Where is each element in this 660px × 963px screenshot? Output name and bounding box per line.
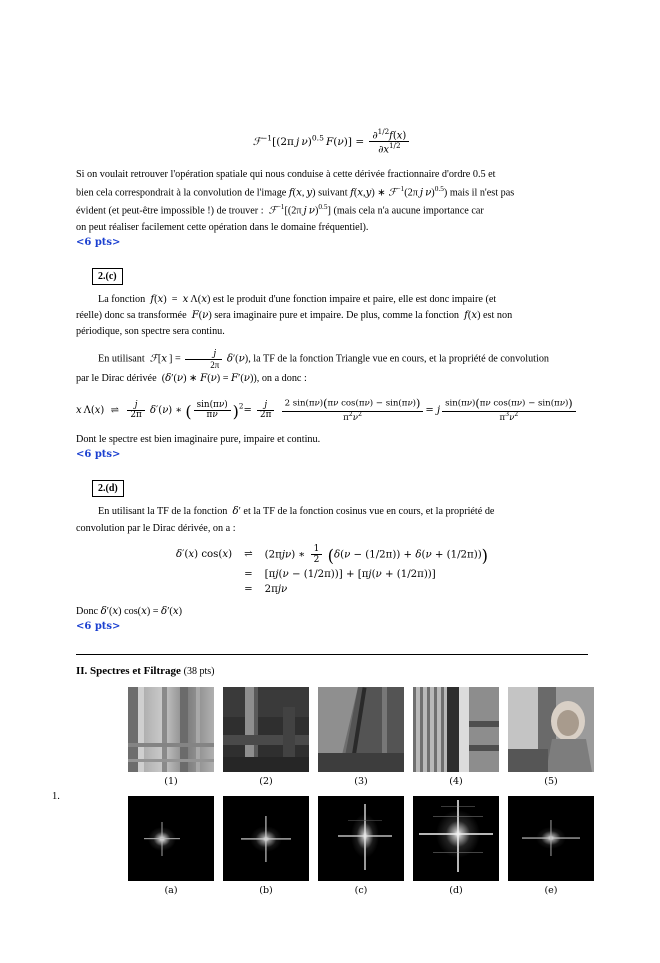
spectrum-c-graphic	[318, 796, 404, 881]
equation-2d-line1	[172, 542, 492, 567]
paragraph-2c-conclusion: Dont le spectre est bien imaginaire pure, impaire et continu.	[76, 434, 321, 446]
p2c-i: , on a donc :	[256, 373, 307, 385]
image-cell-4	[413, 687, 499, 787]
points-label-3: <6 pts>	[76, 621, 121, 633]
p1-l2-c: mais il n'est pas	[449, 187, 515, 199]
p1-l3-b: (mais cela n'a aucune importance car	[333, 205, 484, 217]
question-box-2d: 2.(d)	[92, 480, 124, 497]
image-thumb-4	[413, 687, 499, 772]
p2c-b: est le produit d'une fonction impaire et paire, elle est donc impaire (et	[212, 294, 497, 306]
paragraph-2c-1: La fonction f(x) = x Λ(x) est le produit d'une fonction impaire et paire, elle est donc impaire (et	[98, 294, 497, 306]
points-label-1: <6 pts>	[76, 237, 121, 249]
image-thumb-5	[508, 687, 594, 772]
p2c-h: par le Dirac dérivée	[76, 373, 157, 385]
p2c-a: La fonction	[98, 294, 146, 306]
spectrum-e-graphic	[508, 796, 594, 881]
spectrum-cell-e	[508, 796, 594, 896]
spectrum-caption-a: (a)	[164, 885, 178, 897]
photo-3-graphic	[318, 687, 404, 772]
photo-1-graphic	[128, 687, 214, 772]
p2c-f: En utilisant	[98, 353, 145, 365]
image-cell-1	[128, 687, 214, 787]
spectrum-thumb-b	[223, 796, 309, 881]
image-cell-5	[508, 687, 594, 787]
equation-2d-line3	[172, 582, 492, 597]
eq2d-rhs3: 2πjν	[264, 584, 288, 596]
image-caption-3: (3)	[354, 776, 368, 788]
document-content	[52, 127, 588, 897]
equation-2c: x Λ(x) ⇌ $\frac{j}{2\pi}$ δ′(ν) ∗ ( $\frac{\sin(\pi\nu)}{\pi\nu}$ )$^2$= $\frac{j}{2\pi}$ $\frac{\text{2 sin(πν)(πν cos(πν) − sin(πν))}}{\pi^2\nu^2}$ = j $\frac{\text{sin(πν)(πν cos(πν) − sin(πν))}}{\pi^3\nu^2}$	[76, 398, 588, 423]
section-title	[76, 665, 588, 677]
p2c-e: est non	[483, 310, 513, 322]
spectra-row	[128, 796, 588, 896]
paragraph-2d-1: En utilisant la TF de la fonction δ′ et la TF de la fonction cosinus vue en cours, et la propriété de	[98, 506, 495, 518]
spectrum-caption-b: (b)	[259, 885, 273, 897]
eq2d-rel3: =	[244, 584, 253, 596]
section-points: (38 pts)	[183, 666, 215, 678]
section-divider	[76, 654, 588, 655]
spectrum-caption-c: (c)	[354, 885, 368, 897]
image-thumb-3	[318, 687, 404, 772]
eq2d-rhs2: [πj(ν − (1/2π))] + [πj(ν + (1/2π))]	[264, 569, 436, 581]
spectrum-cell-b	[223, 796, 309, 896]
eq2d-rhs1: (2πjν) ∗ $\frac{1}{2}$ (δ(ν − (1/2π)) + δ(ν + (1/2π)))	[264, 543, 489, 566]
equation-2d	[172, 542, 492, 597]
paragraph-2c-2: réelle) donc sa transformée F(ν) sera imaginaire pure et impaire. De plus, comme la fonction f(x) est non	[76, 310, 513, 322]
paragraph-intro-line3: évident (et peut-être impossible !) de trouver : ℱ$^{-1}$[(2π j ν)$^{0.5}$] (mais cela n'a aucune importance car	[76, 202, 484, 217]
image-caption-5: (5)	[544, 776, 558, 788]
top-equation: ℱ$^{-1}$[(2π j ν)$^{0.5}$ F(ν)] = $\frac{\partial^{1/2}f(x)}{\partial x^{1/2}}$	[76, 128, 588, 156]
image-caption-1: (1)	[164, 776, 178, 788]
photo-4-graphic	[413, 687, 499, 772]
paragraph-intro-line2: bien cela correspondrait à la convolution de l'image f(x, y) suivant f(x,y) ∗ ℱ$^{-1}$(2π j ν)$^{0.5}$) mais il n'est pas	[76, 184, 515, 199]
p2c-c: réelle) donc sa transformée	[76, 310, 187, 322]
image-caption-4: (4)	[449, 776, 463, 788]
image-thumb-1	[128, 687, 214, 772]
spectrum-thumb-d	[413, 796, 499, 881]
p2d-a: En utilisant la TF de la fonction	[98, 506, 228, 518]
image-cell-2	[223, 687, 309, 787]
paragraph-2c-4: En utilisant ℱ[x ] = $\frac{j}{2\pi}$ δ′(ν), la TF de la fonction Triangle vue en cours, et la propriété de convolution	[98, 349, 550, 371]
image-caption-2: (2)	[259, 776, 273, 788]
paragraph-2d-2: convolution par le Dirac dérivée, on a :	[76, 522, 236, 534]
spectrum-thumb-c	[318, 796, 404, 881]
spectrum-a-graphic	[128, 796, 214, 881]
p2d-b: et la TF de la fonction cosinus vue en cours, et la propriété de	[243, 506, 495, 518]
spectrum-thumb-e	[508, 796, 594, 881]
p1-l3-a: évident (et peut-être impossible !) de trouver :	[76, 205, 264, 217]
spectrum-thumb-a	[128, 796, 214, 881]
photo-5-graphic	[508, 687, 594, 772]
spectrum-b-graphic	[223, 796, 309, 881]
p1-l2-b: suivant	[318, 187, 348, 199]
section-title-text: II. Spectres et Filtrage	[76, 665, 181, 678]
eq2d-lhs: δ′(x) cos(x)	[175, 548, 233, 560]
spectrum-cell-d	[413, 796, 499, 896]
image-cell-3	[318, 687, 404, 787]
points-label-2: <6 pts>	[76, 449, 121, 461]
paragraph-intro-line1: Si on voulait retrouver l'opération spatiale qui nous conduise à cette dérivée fractionnaire d'ordre 0.5 et	[76, 168, 496, 180]
item-number: 1.	[52, 791, 60, 803]
spectrum-caption-e: (e)	[544, 885, 558, 897]
question-box-2c: 2.(c)	[92, 268, 123, 285]
paragraph-intro-line4: on peut réaliser facilement cette opération dans le domaine fréquentiel).	[76, 221, 369, 233]
image-thumb-2	[223, 687, 309, 772]
spectrum-caption-d: (d)	[449, 885, 463, 897]
paragraph-2c-3: périodique, son spectre sera continu.	[76, 326, 225, 338]
spectrum-d-graphic	[413, 796, 499, 881]
spectrum-cell-a	[128, 796, 214, 896]
p1-l2-a: bien cela correspondrait à la convolution de l'image	[76, 187, 287, 199]
equation-2d-line2	[172, 567, 492, 582]
p2c-g: , la TF de la fonction Triangle vue en cours, et la propriété de convolution	[248, 353, 550, 365]
image-row	[128, 687, 588, 787]
p2c-d: sera imaginaire pure et impaire. De plus, comme la fonction	[214, 310, 460, 322]
paragraph-2d-conclusion: Donc δ′(x) cos(x) = δ′(x)	[76, 606, 182, 618]
photo-2-graphic	[223, 687, 309, 772]
figure-block	[52, 687, 588, 897]
eq2d-rel1: ⇌	[244, 548, 253, 560]
spectrum-cell-c	[318, 796, 404, 896]
paragraph-2c-5: par le Dirac dérivée (δ′(ν) ∗ F(ν) = F′(ν)), on a donc :	[76, 373, 307, 385]
eq2d-rel2: =	[244, 569, 253, 581]
